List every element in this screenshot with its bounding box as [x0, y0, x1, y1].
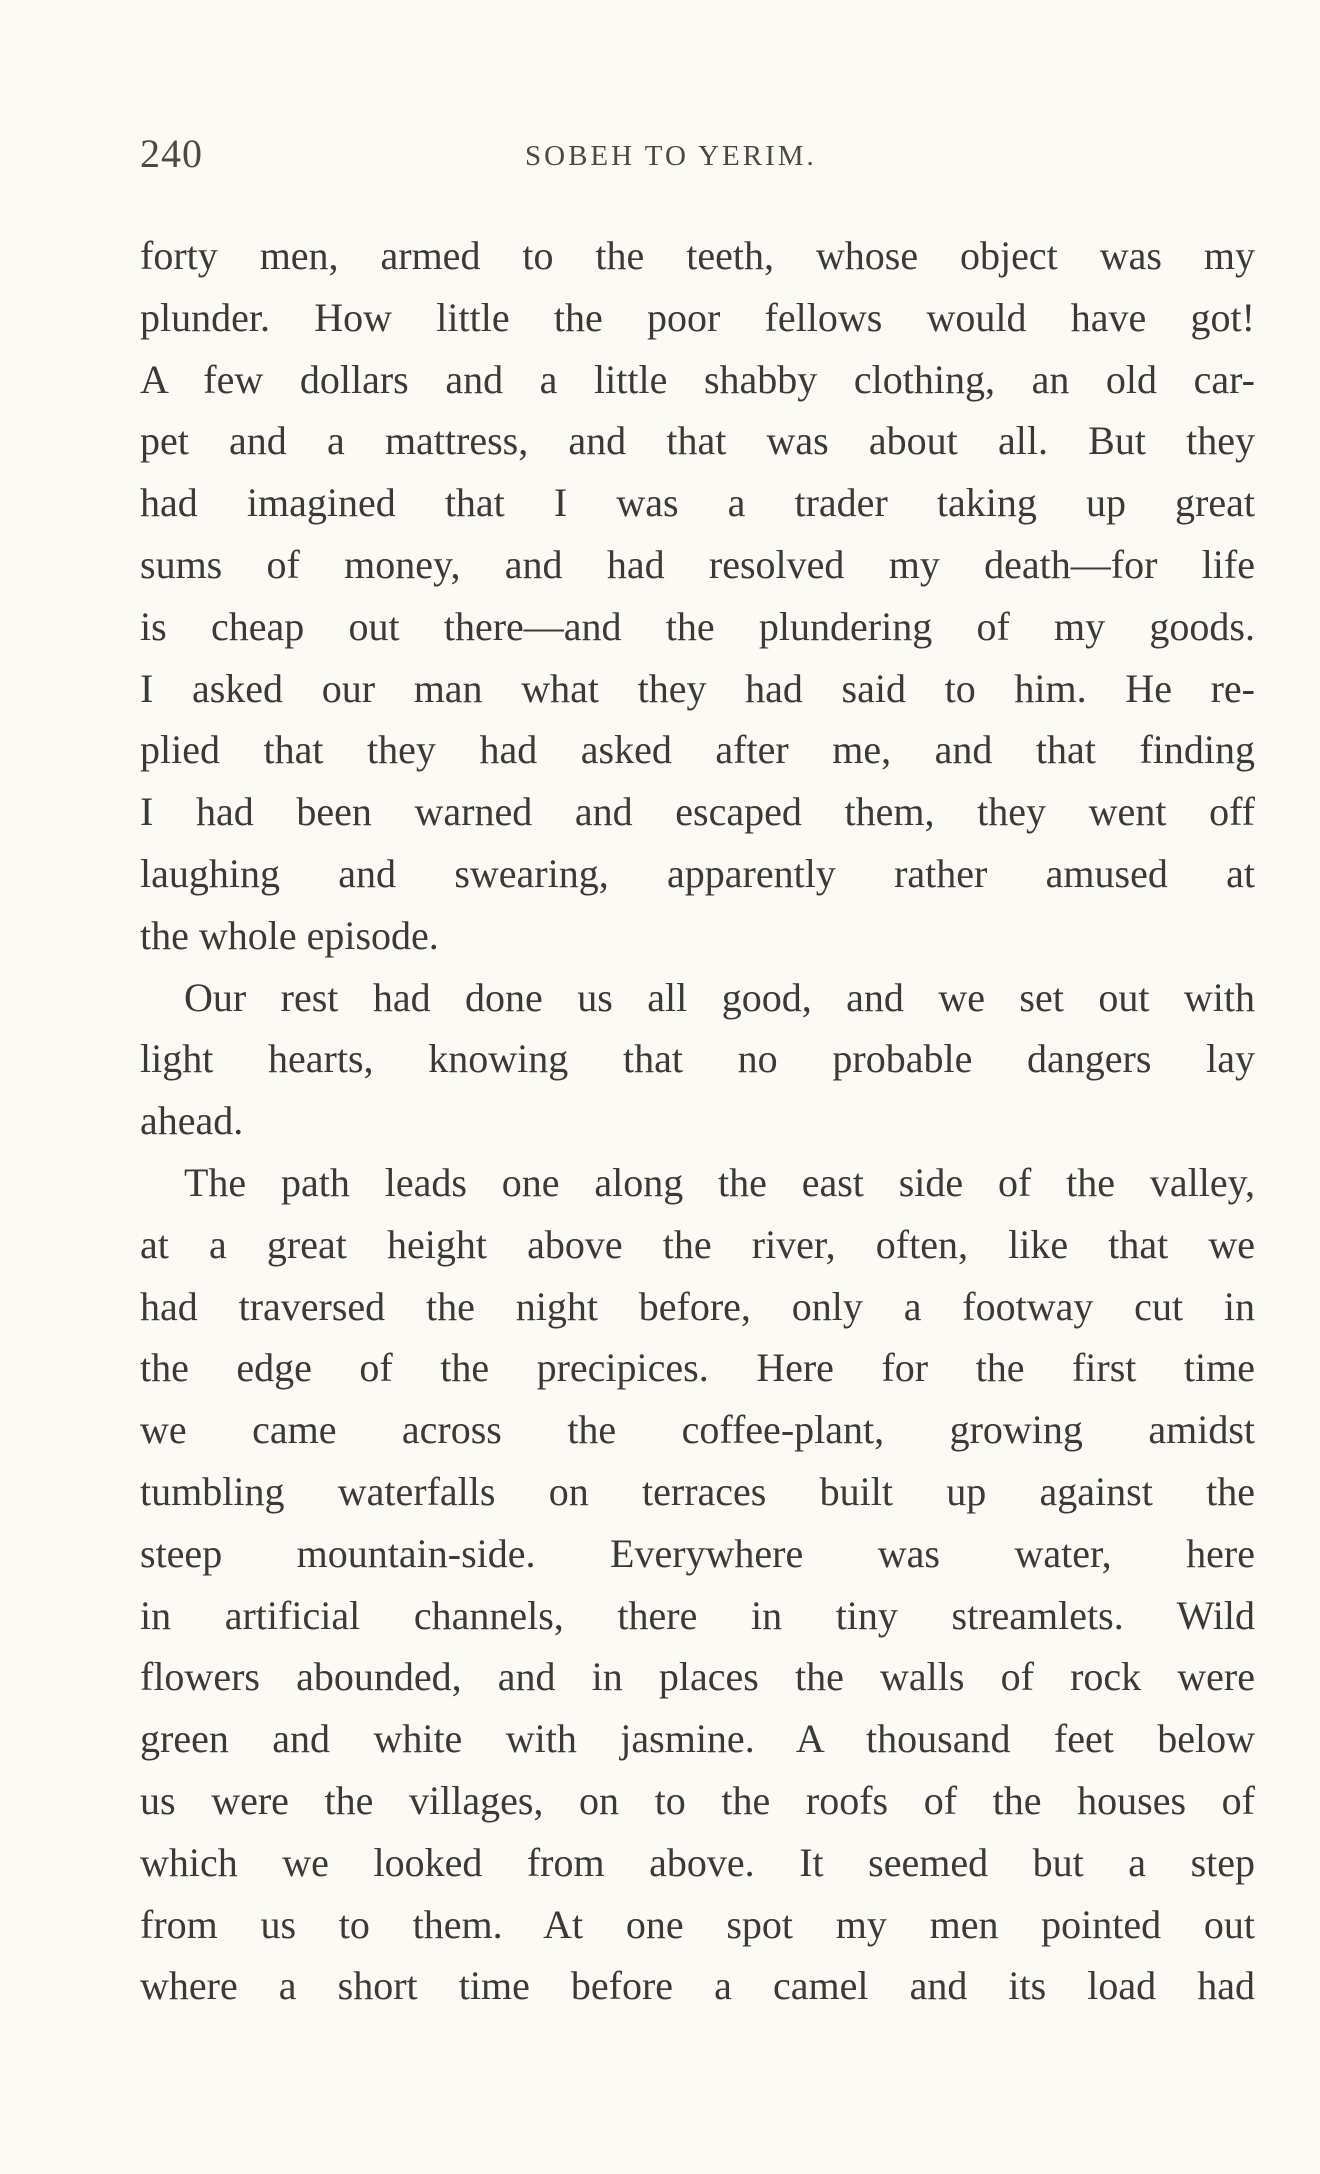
body-text: [140, 225, 1255, 2017]
text-line: where a short time before a camel and its load had: [140, 1963, 1255, 2009]
text-line: forty men, armed to the teeth, whose object was my: [140, 233, 1255, 278]
text-line: sums of money, and had resolved my death—for life: [140, 541, 1255, 587]
text-line: at a great height above the river, often, like that we: [140, 1221, 1255, 1267]
text-line: in artificial channels, there in tiny streamlets. Wild: [140, 1592, 1255, 1638]
text-line: I asked our man what they had said to him. He re-: [140, 665, 1255, 711]
text-line: which we looked from above. It seemed but a step: [140, 1839, 1255, 1885]
text-line: laughing and swearing, apparently rather amused at: [140, 850, 1255, 896]
text-line: Our rest had done us all good, and we set out with: [184, 974, 1255, 1020]
text-line: plied that they had asked after me, and that finding: [140, 727, 1255, 773]
running-title: SOBEH TO YERIM.: [525, 140, 817, 172]
text-line: A few dollars and a little shabby clothing, an old car-: [140, 356, 1255, 402]
text-line: The path leads one along the east side of the valley,: [184, 1159, 1255, 1205]
page-number: 240: [140, 131, 203, 176]
text-line: the whole episode.: [140, 912, 439, 958]
text-line: tumbling waterfalls on terraces built up against the: [140, 1468, 1255, 1514]
text-line: flowers abounded, and in places the walls of rock were: [140, 1654, 1255, 1700]
text-line: I had been warned and escaped them, they went off: [140, 789, 1255, 835]
text-line: we came across the coffee-plant, growing amidst: [140, 1407, 1255, 1453]
text-line: plunder. How little the poor fellows would have got!: [140, 294, 1255, 340]
text-line: had traversed the night before, only a footway cut in: [140, 1283, 1255, 1329]
text-line: pet and a mattress, and that was about all. But they: [140, 418, 1255, 464]
text-line: ahead.: [140, 1098, 244, 1144]
text-line: the edge of the precipices. Here for the first time: [140, 1345, 1255, 1391]
running-head: [140, 128, 1255, 180]
text-line: steep mountain-side. Everywhere was water, here: [140, 1530, 1255, 1576]
text-line: is cheap out there—and the plundering of my goods.: [140, 603, 1255, 649]
text-line: us were the villages, on to the roofs of the houses of: [140, 1777, 1255, 1823]
text-line: from us to them. At one spot my men pointed out: [140, 1901, 1255, 1947]
text-line: green and white with jasmine. A thousand feet below: [140, 1716, 1255, 1762]
text-line: had imagined that I was a trader taking up great: [140, 480, 1255, 526]
text-line: light hearts, knowing that no probable dangers lay: [140, 1036, 1255, 1082]
